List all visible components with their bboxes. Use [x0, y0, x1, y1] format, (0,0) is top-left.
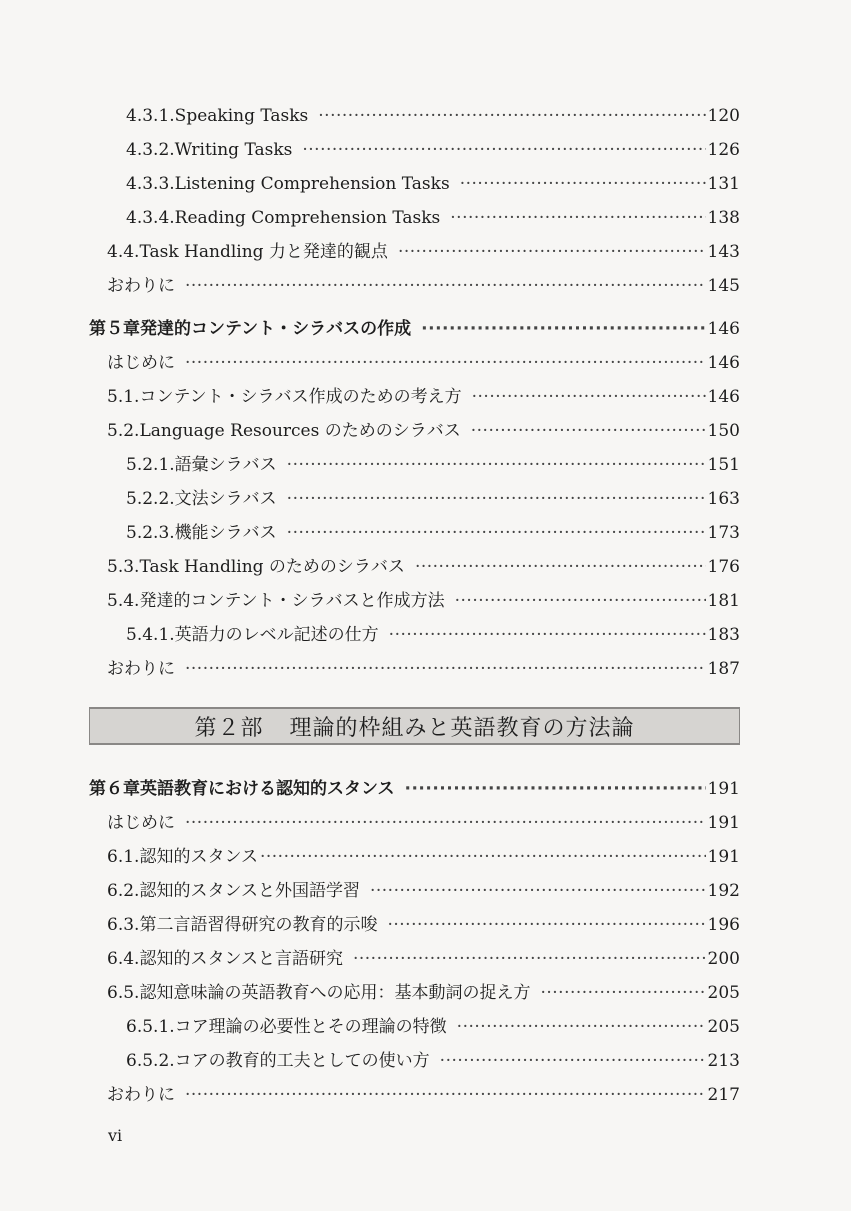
- dot-leader: [540, 982, 705, 1004]
- dot-leader: [185, 275, 706, 297]
- toc-entry[interactable]: [107, 982, 740, 1004]
- section-title: 認知的スタンスと言語研究: [139, 949, 343, 969]
- section-number: 4.3.4.: [126, 208, 175, 228]
- section-title: Language Resources のためのシラバス: [139, 421, 461, 441]
- page-number: 146: [707, 387, 740, 407]
- section-title: Listening Comprehension Tasks: [174, 174, 450, 194]
- toc-entry[interactable]: [107, 275, 740, 297]
- section-title: 認知的スタンス: [139, 847, 258, 867]
- dot-leader: [287, 522, 706, 544]
- section-number: 5.2.3.: [126, 523, 175, 543]
- section-number: 6.5.1.: [126, 1017, 175, 1037]
- part-banner: [89, 707, 740, 745]
- section-title: 語彙シラバス: [174, 455, 277, 475]
- dot-leader: [185, 812, 706, 834]
- toc-entry[interactable]: [107, 846, 740, 868]
- page-number: 120: [707, 106, 740, 126]
- section-title: おわりに: [107, 276, 175, 296]
- section-number: 4.3.1.: [126, 106, 175, 126]
- section-number: 6.1.: [107, 847, 140, 867]
- section-number: 5.2.1.: [126, 455, 175, 475]
- dot-leader: [398, 241, 706, 263]
- toc-entry[interactable]: [126, 173, 740, 195]
- section-title: おわりに: [107, 1085, 175, 1105]
- page-number: 146: [707, 319, 740, 339]
- page-number: 173: [707, 523, 740, 543]
- section-number: 4.4.: [107, 242, 140, 262]
- section-title: コア理論の必要性とその理論の特徴: [174, 1017, 447, 1037]
- section-title: 文法シラバス: [174, 489, 277, 509]
- toc-entry[interactable]: [126, 207, 740, 229]
- toc-entry[interactable]: [107, 590, 740, 612]
- section-number: 5.4.1.: [126, 625, 175, 645]
- toc-entry[interactable]: [126, 454, 740, 476]
- page-number: 192: [707, 881, 740, 901]
- section-title: Task Handling 力と発達的観点: [139, 242, 388, 262]
- section-number: 6.5.: [107, 983, 140, 1003]
- page-number: 187: [707, 659, 740, 679]
- toc-entry[interactable]: [126, 522, 740, 544]
- dot-leader: [387, 914, 705, 936]
- dot-leader: [185, 352, 706, 374]
- toc-entry[interactable]: [107, 658, 740, 680]
- page-number: 138: [707, 208, 740, 228]
- toc-entry[interactable]: [126, 1016, 740, 1038]
- toc-entry[interactable]: [107, 880, 740, 902]
- page-number: 200: [707, 949, 740, 969]
- page-number: 181: [707, 591, 740, 611]
- section-title: 発達的コンテント・シラバスと作成方法: [139, 591, 445, 611]
- toc-entry[interactable]: [126, 105, 740, 127]
- chapter-number: 第６章: [89, 779, 140, 799]
- toc-entry[interactable]: [126, 624, 740, 646]
- dot-leader: [450, 207, 705, 229]
- page-number: 205: [707, 983, 740, 1003]
- section-title: おわりに: [107, 659, 175, 679]
- section-title: Task Handling のためのシラバス: [139, 557, 405, 577]
- toc-entry[interactable]: [107, 420, 740, 442]
- section-title: Speaking Tasks: [174, 106, 309, 126]
- page-folio: vi: [108, 1126, 123, 1145]
- toc-entry[interactable]: [107, 241, 740, 263]
- section-title: はじめに: [107, 813, 175, 833]
- page-number: 217: [707, 1085, 740, 1105]
- dot-leader: [287, 454, 706, 476]
- page-number: 191: [707, 813, 740, 833]
- page-number: 163: [707, 489, 740, 509]
- toc-entry[interactable]: [107, 556, 740, 578]
- page-number: 205: [707, 1017, 740, 1037]
- page-number: 191: [707, 779, 740, 799]
- dot-leader: [287, 488, 706, 510]
- chapter-entry[interactable]: [89, 778, 740, 800]
- section-title: Writing Tasks: [174, 140, 293, 160]
- dot-leader: [471, 420, 706, 442]
- section-number: 5.1.: [107, 387, 140, 407]
- page-number: 131: [707, 174, 740, 194]
- dot-leader: [353, 948, 706, 970]
- dot-leader: [460, 173, 706, 195]
- toc-entry[interactable]: [107, 352, 740, 374]
- toc-entry[interactable]: [107, 914, 740, 936]
- dot-leader: [260, 846, 706, 868]
- dot-leader: [405, 778, 706, 800]
- dot-leader: [440, 1050, 706, 1072]
- part-title: 理論的枠組みと英語教育の方法論: [289, 715, 635, 741]
- dot-leader: [185, 1084, 706, 1106]
- section-title: コンテント・シラバス作成のための考え方: [139, 387, 462, 407]
- section-number: 5.4.: [107, 591, 140, 611]
- dot-leader: [318, 105, 705, 127]
- toc-entry[interactable]: [107, 1084, 740, 1106]
- page-number: 145: [707, 276, 740, 296]
- toc-entry[interactable]: [126, 488, 740, 510]
- section-number: 5.2.2.: [126, 489, 175, 509]
- page-number: 213: [707, 1051, 740, 1071]
- dot-leader: [421, 318, 705, 340]
- page-number: 126: [707, 140, 740, 160]
- toc-entry[interactable]: [126, 139, 740, 161]
- section-title: 英語力のレベル記述の仕方: [174, 625, 379, 645]
- chapter-number: 第５章: [89, 319, 140, 339]
- section-number: 6.3.: [107, 915, 140, 935]
- section-title: Reading Comprehension Tasks: [174, 208, 441, 228]
- page-number: 151: [707, 455, 740, 475]
- page-number: 176: [707, 557, 740, 577]
- chapter-entry[interactable]: [89, 318, 740, 340]
- section-title: コアの教育的工夫としての使い方: [174, 1051, 430, 1071]
- section-number: 6.4.: [107, 949, 140, 969]
- part-label: 第２部: [194, 715, 264, 741]
- section-number: 5.3.: [107, 557, 140, 577]
- chapter-title: 発達的コンテント・シラバスの作成: [140, 319, 412, 339]
- section-title: 認知意味論の英語教育への応用：基本動詞の捉え方: [139, 983, 531, 1003]
- page-number: 146: [707, 353, 740, 373]
- dot-leader: [370, 880, 706, 902]
- section-number: 6.2.: [107, 881, 140, 901]
- toc-entry[interactable]: [107, 948, 740, 970]
- section-number: 5.2.: [107, 421, 140, 441]
- page-number: 196: [707, 915, 740, 935]
- toc-entry[interactable]: [107, 386, 740, 408]
- toc-entry[interactable]: [126, 1050, 740, 1072]
- page-number: 143: [707, 242, 740, 262]
- dot-leader: [457, 1016, 706, 1038]
- chapter-title: 英語教育における認知的スタンス: [140, 779, 395, 799]
- page-number: 150: [707, 421, 740, 441]
- dot-leader: [389, 624, 706, 646]
- section-title: 機能シラバス: [174, 523, 277, 543]
- dot-leader: [415, 556, 706, 578]
- section-title: はじめに: [107, 353, 175, 373]
- section-number: 6.5.2.: [126, 1051, 175, 1071]
- dot-leader: [472, 386, 706, 408]
- dot-leader: [302, 139, 705, 161]
- section-title: 第二言語習得研究の教育的示唆: [139, 915, 378, 935]
- section-number: 4.3.2.: [126, 140, 175, 160]
- dot-leader: [455, 590, 706, 612]
- toc-entry[interactable]: [107, 812, 740, 834]
- page-number: 183: [707, 625, 740, 645]
- section-number: 4.3.3.: [126, 174, 175, 194]
- page-number: 191: [707, 847, 740, 867]
- section-title: 認知的スタンスと外国語学習: [139, 881, 360, 901]
- dot-leader: [185, 658, 706, 680]
